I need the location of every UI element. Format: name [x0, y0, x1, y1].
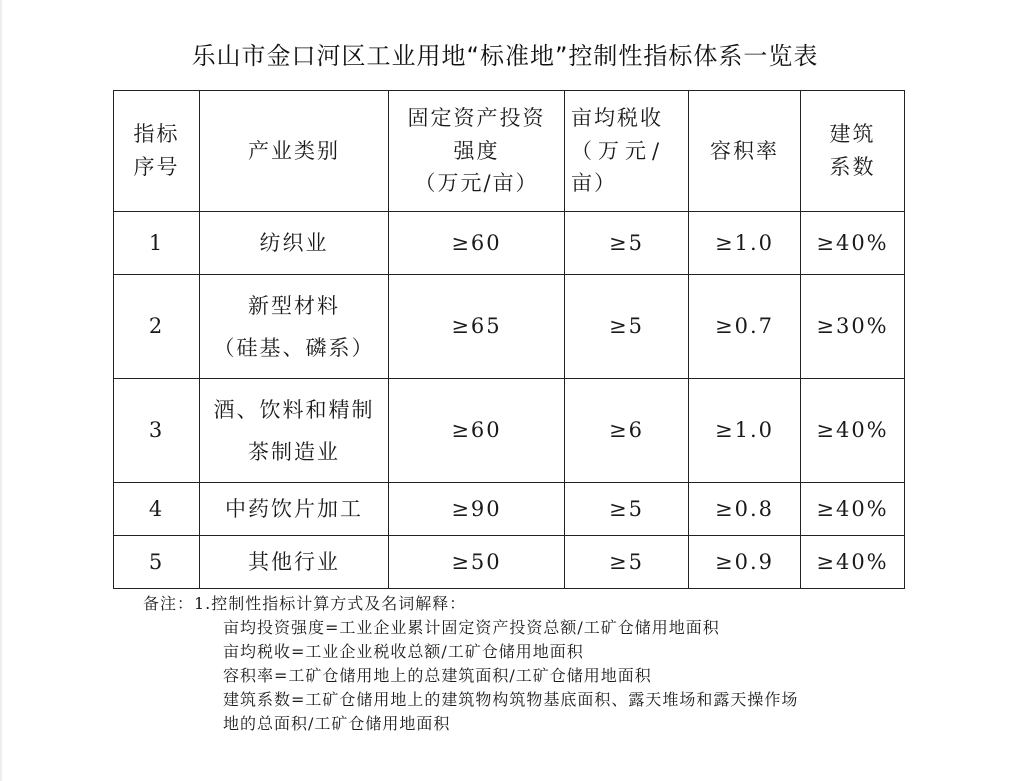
page-title: 乐山市金口河区工业用地“标准地”控制性指标体系一览表: [191, 42, 819, 70]
cell-category: 新型材料 （硅基、磷系）: [200, 275, 389, 379]
cell-tax: ≥5: [565, 275, 689, 379]
cell-category: 酒、饮料和精制 茶制造业: [200, 379, 389, 483]
table-row: [114, 379, 905, 483]
cell-coverage: ≥40%: [801, 483, 905, 536]
page-edge: [0, 0, 3, 781]
cell-coverage: ≥40%: [801, 536, 905, 589]
note-line: 亩均税收=工业企业税收总额/工矿仓储用地面积: [223, 642, 584, 661]
notes-section: [143, 592, 798, 736]
note-line: 亩均投资强度=工业企业累计固定资产投资总额/工矿仓储用地面积: [223, 618, 720, 637]
header-coverage: 建筑 系数: [801, 91, 905, 212]
header-far: 容积率: [689, 91, 801, 212]
note-line: 地的总面积/工矿仓储用地面积: [223, 714, 451, 733]
cell-far: ≥1.0: [689, 212, 801, 275]
cell-far: ≥0.8: [689, 483, 801, 536]
cell-index: 1: [114, 212, 200, 275]
cell-far: ≥1.0: [689, 379, 801, 483]
cell-index: 4: [114, 483, 200, 536]
cell-category: 中药饮片加工: [200, 483, 389, 536]
table-row: [114, 275, 905, 379]
notes-lead: 备注：1.控制性指标计算方式及名词解释：: [143, 594, 467, 613]
header-category: 产业类别: [200, 91, 389, 212]
cell-tax: ≥5: [565, 536, 689, 589]
cell-investment: ≥60: [389, 379, 565, 483]
cell-index: 3: [114, 379, 200, 483]
cell-tax: ≥5: [565, 212, 689, 275]
note-line: 建筑系数=工矿仓储用地上的建筑物构筑物基底面积、露天堆场和露天操作场: [223, 690, 799, 709]
cell-far: ≥0.7: [689, 275, 801, 379]
cell-coverage: ≥40%: [801, 379, 905, 483]
cell-investment: ≥65: [389, 275, 565, 379]
cell-category: 其他行业: [200, 536, 389, 589]
cell-investment: ≥50: [389, 536, 565, 589]
table-row: [114, 536, 905, 589]
note-line: 容积率=工矿仓储用地上的总建筑面积/工矿仓储用地面积: [223, 666, 652, 685]
cell-index: 5: [114, 536, 200, 589]
cell-tax: ≥6: [565, 379, 689, 483]
header-investment: 固定资产投资 强度 （万元/亩）: [389, 91, 565, 212]
cell-far: ≥0.9: [689, 536, 801, 589]
indicator-table: [113, 90, 905, 589]
table-row: [114, 483, 905, 536]
cell-tax: ≥5: [565, 483, 689, 536]
cell-investment: ≥90: [389, 483, 565, 536]
cell-investment: ≥60: [389, 212, 565, 275]
table-header-row: [114, 91, 905, 212]
cell-index: 2: [114, 275, 200, 379]
table-row: [114, 212, 905, 275]
cell-category: 纺织业: [200, 212, 389, 275]
cell-coverage: ≥40%: [801, 212, 905, 275]
header-index: 指标 序号: [114, 91, 200, 212]
cell-coverage: ≥30%: [801, 275, 905, 379]
header-tax: 亩均税收 （万元/ 亩）: [565, 91, 689, 212]
